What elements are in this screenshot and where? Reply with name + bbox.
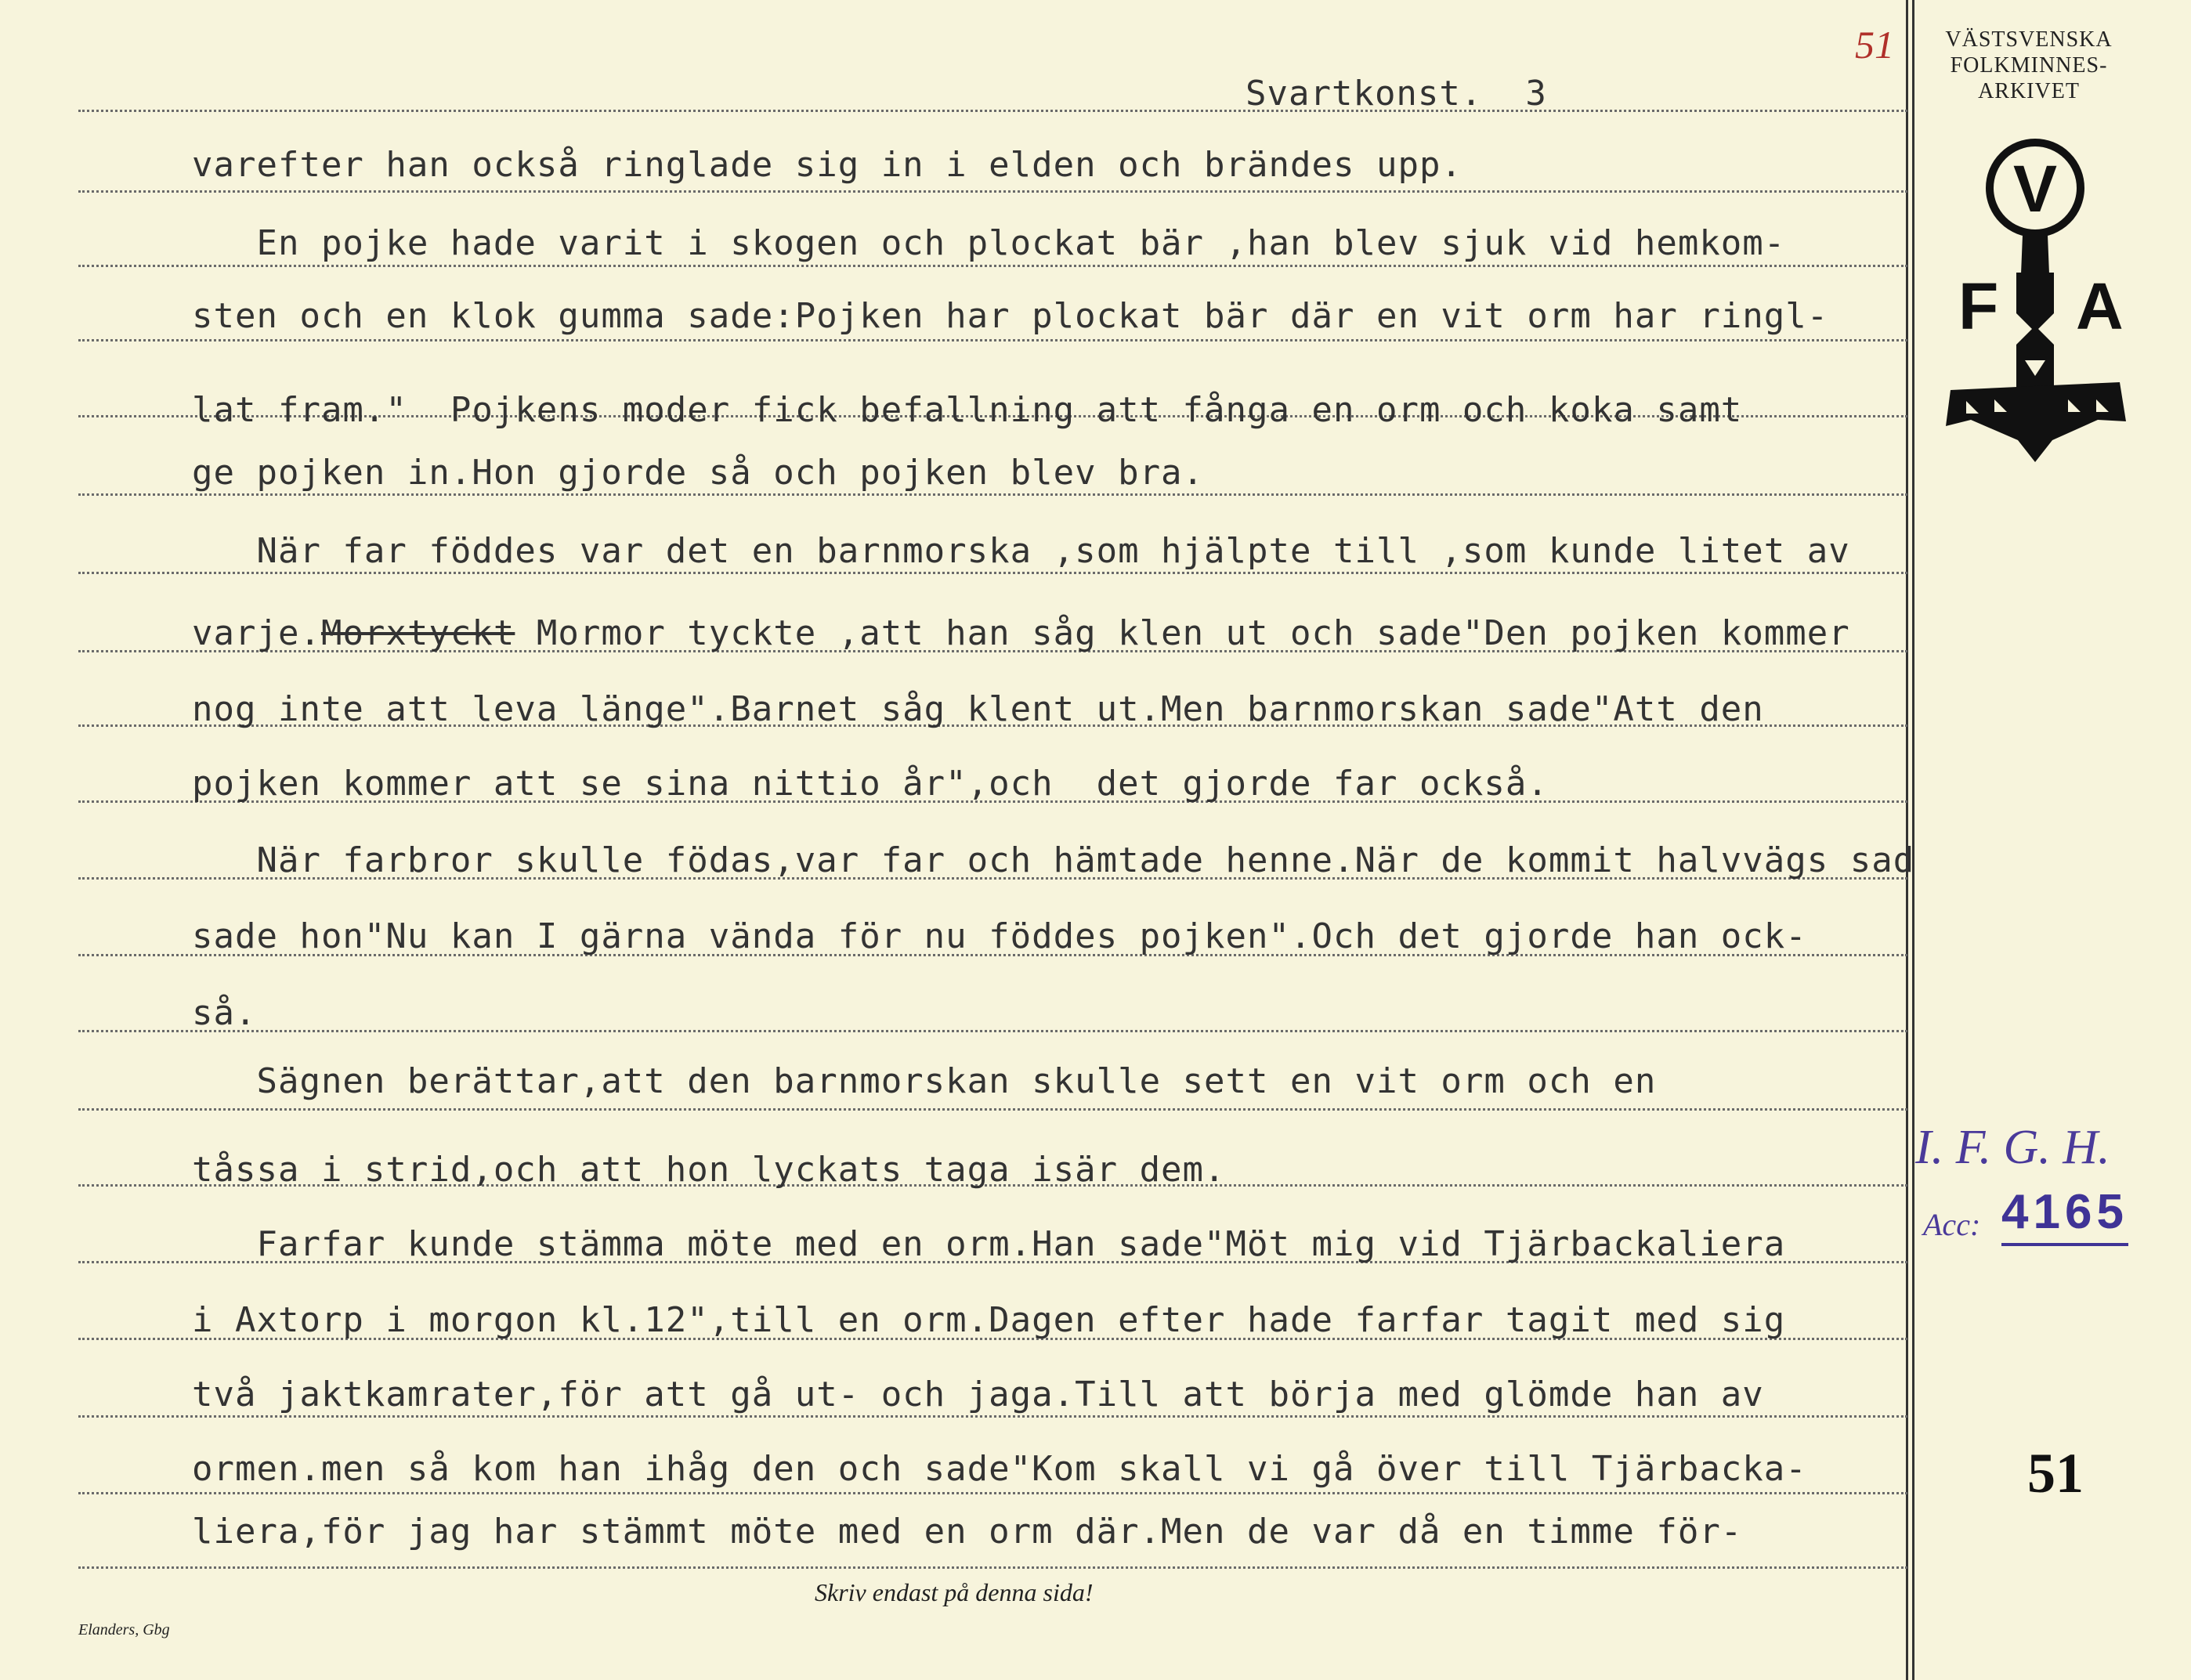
document-title: Svartkonst. 3: [1246, 74, 1547, 114]
ruled-line: [78, 1108, 1907, 1111]
body-line: En pojke hade varit i skogen och plockat bär ,han blev sjuk vid hemkom-: [192, 223, 1786, 263]
accession-label: Acc:: [1923, 1207, 1981, 1242]
body-line: varefter han också ringlade sig in i elden och brändes upp.: [192, 145, 1462, 185]
struck-word: Morxtyckt: [320, 613, 515, 653]
logo-letter-a: A: [2076, 269, 2124, 343]
ruled-line: [78, 265, 1907, 267]
accession-number: 4165: [2001, 1184, 2128, 1246]
body-line: ge pojken in.Hon gjorde så och pojken blev bra.: [192, 453, 1205, 493]
body-line: sten och en klok gumma sade:Pojken har plockat bär där en vit orm har ringl-: [192, 296, 1829, 336]
archive-name-line: FOLKMINNES-: [1950, 53, 2108, 78]
printer-mark: Elanders, Gbg: [78, 1621, 170, 1638]
body-line: När farbror skulle födas,var far och hämtade henne.När de kommit halvvägs sad: [192, 840, 1915, 880]
ruled-line: [78, 1492, 1907, 1494]
archive-signature-mark: I. F. G. H.: [1915, 1121, 2110, 1174]
ruled-line: [78, 493, 1907, 496]
body-line: i Axtorp i morgon kl.12",till en orm.Dagen efter hade farfar tagit med sig: [192, 1300, 1786, 1340]
body-line: [192, 613, 1850, 653]
body-line: tåssa i strid,och att hon lyckats taga isär dem.: [192, 1150, 1226, 1190]
body-line: lat fram." Pojkens moder fick befallning att fånga en orm och koka samt: [192, 390, 1743, 430]
body-line: När far föddes var det en barnmorska ,som hjälpte till ,som kunde litet av: [192, 531, 1850, 571]
ruled-line: [78, 190, 1907, 193]
body-line: Sägnen berättar,att den barnmorskan skulle sett en vit orm och en: [192, 1061, 1657, 1101]
archive-name-line: VÄSTSVENSKA: [1945, 27, 2113, 52]
body-line: nog inte att leva länge".Barnet såg klent ut.Men barnmorskan sade"Att den: [192, 689, 1764, 729]
body-line: ormen.men så kom han ihåg den och sade"Kom skall vi gå över till Tjärbacka-: [192, 1449, 1807, 1489]
ruled-line: [78, 1566, 1907, 1569]
logo-letter-f: F: [1958, 269, 1999, 343]
ruled-line: [78, 572, 1907, 574]
ruled-line: [78, 1415, 1907, 1418]
body-line-rest: Mormor tyckte ,att han såg klen ut och sade"Den pojken kommer: [515, 613, 1850, 653]
archive-logo-icon: [1935, 133, 2139, 462]
page-number: 51: [2027, 1442, 2084, 1505]
ruled-line: [78, 1030, 1907, 1032]
handwritten-page-number: 51: [1855, 23, 1894, 67]
archive-name-line: ARKIVET: [1978, 79, 2080, 103]
logo-letter-v: V: [2012, 152, 2058, 226]
body-line: liera,för jag har stämmt möte med en orm där.Men de var då en timme för-: [192, 1512, 1743, 1552]
body-line: sade hon"Nu kan I gärna vända för nu föddes pojken".Och det gjorde han ock-: [192, 916, 1807, 956]
archive-name: [1915, 27, 2142, 104]
body-line-start: varje.: [192, 613, 321, 653]
body-line: pojken kommer att se sina nittio år",och det gjorde far också.: [192, 764, 1549, 804]
body-line: så.: [192, 993, 257, 1033]
ruled-line: [78, 339, 1907, 341]
ruled-line: [78, 110, 1907, 112]
body-line: två jaktkamrater,för att gå ut- och jaga.Till att börja med glömde han av: [192, 1375, 1764, 1414]
footer-instruction: Skriv endast på denna sida!: [815, 1578, 1094, 1606]
body-line: Farfar kunde stämma möte med en orm.Han sade"Möt mig vid Tjärbackaliera: [192, 1224, 1786, 1264]
